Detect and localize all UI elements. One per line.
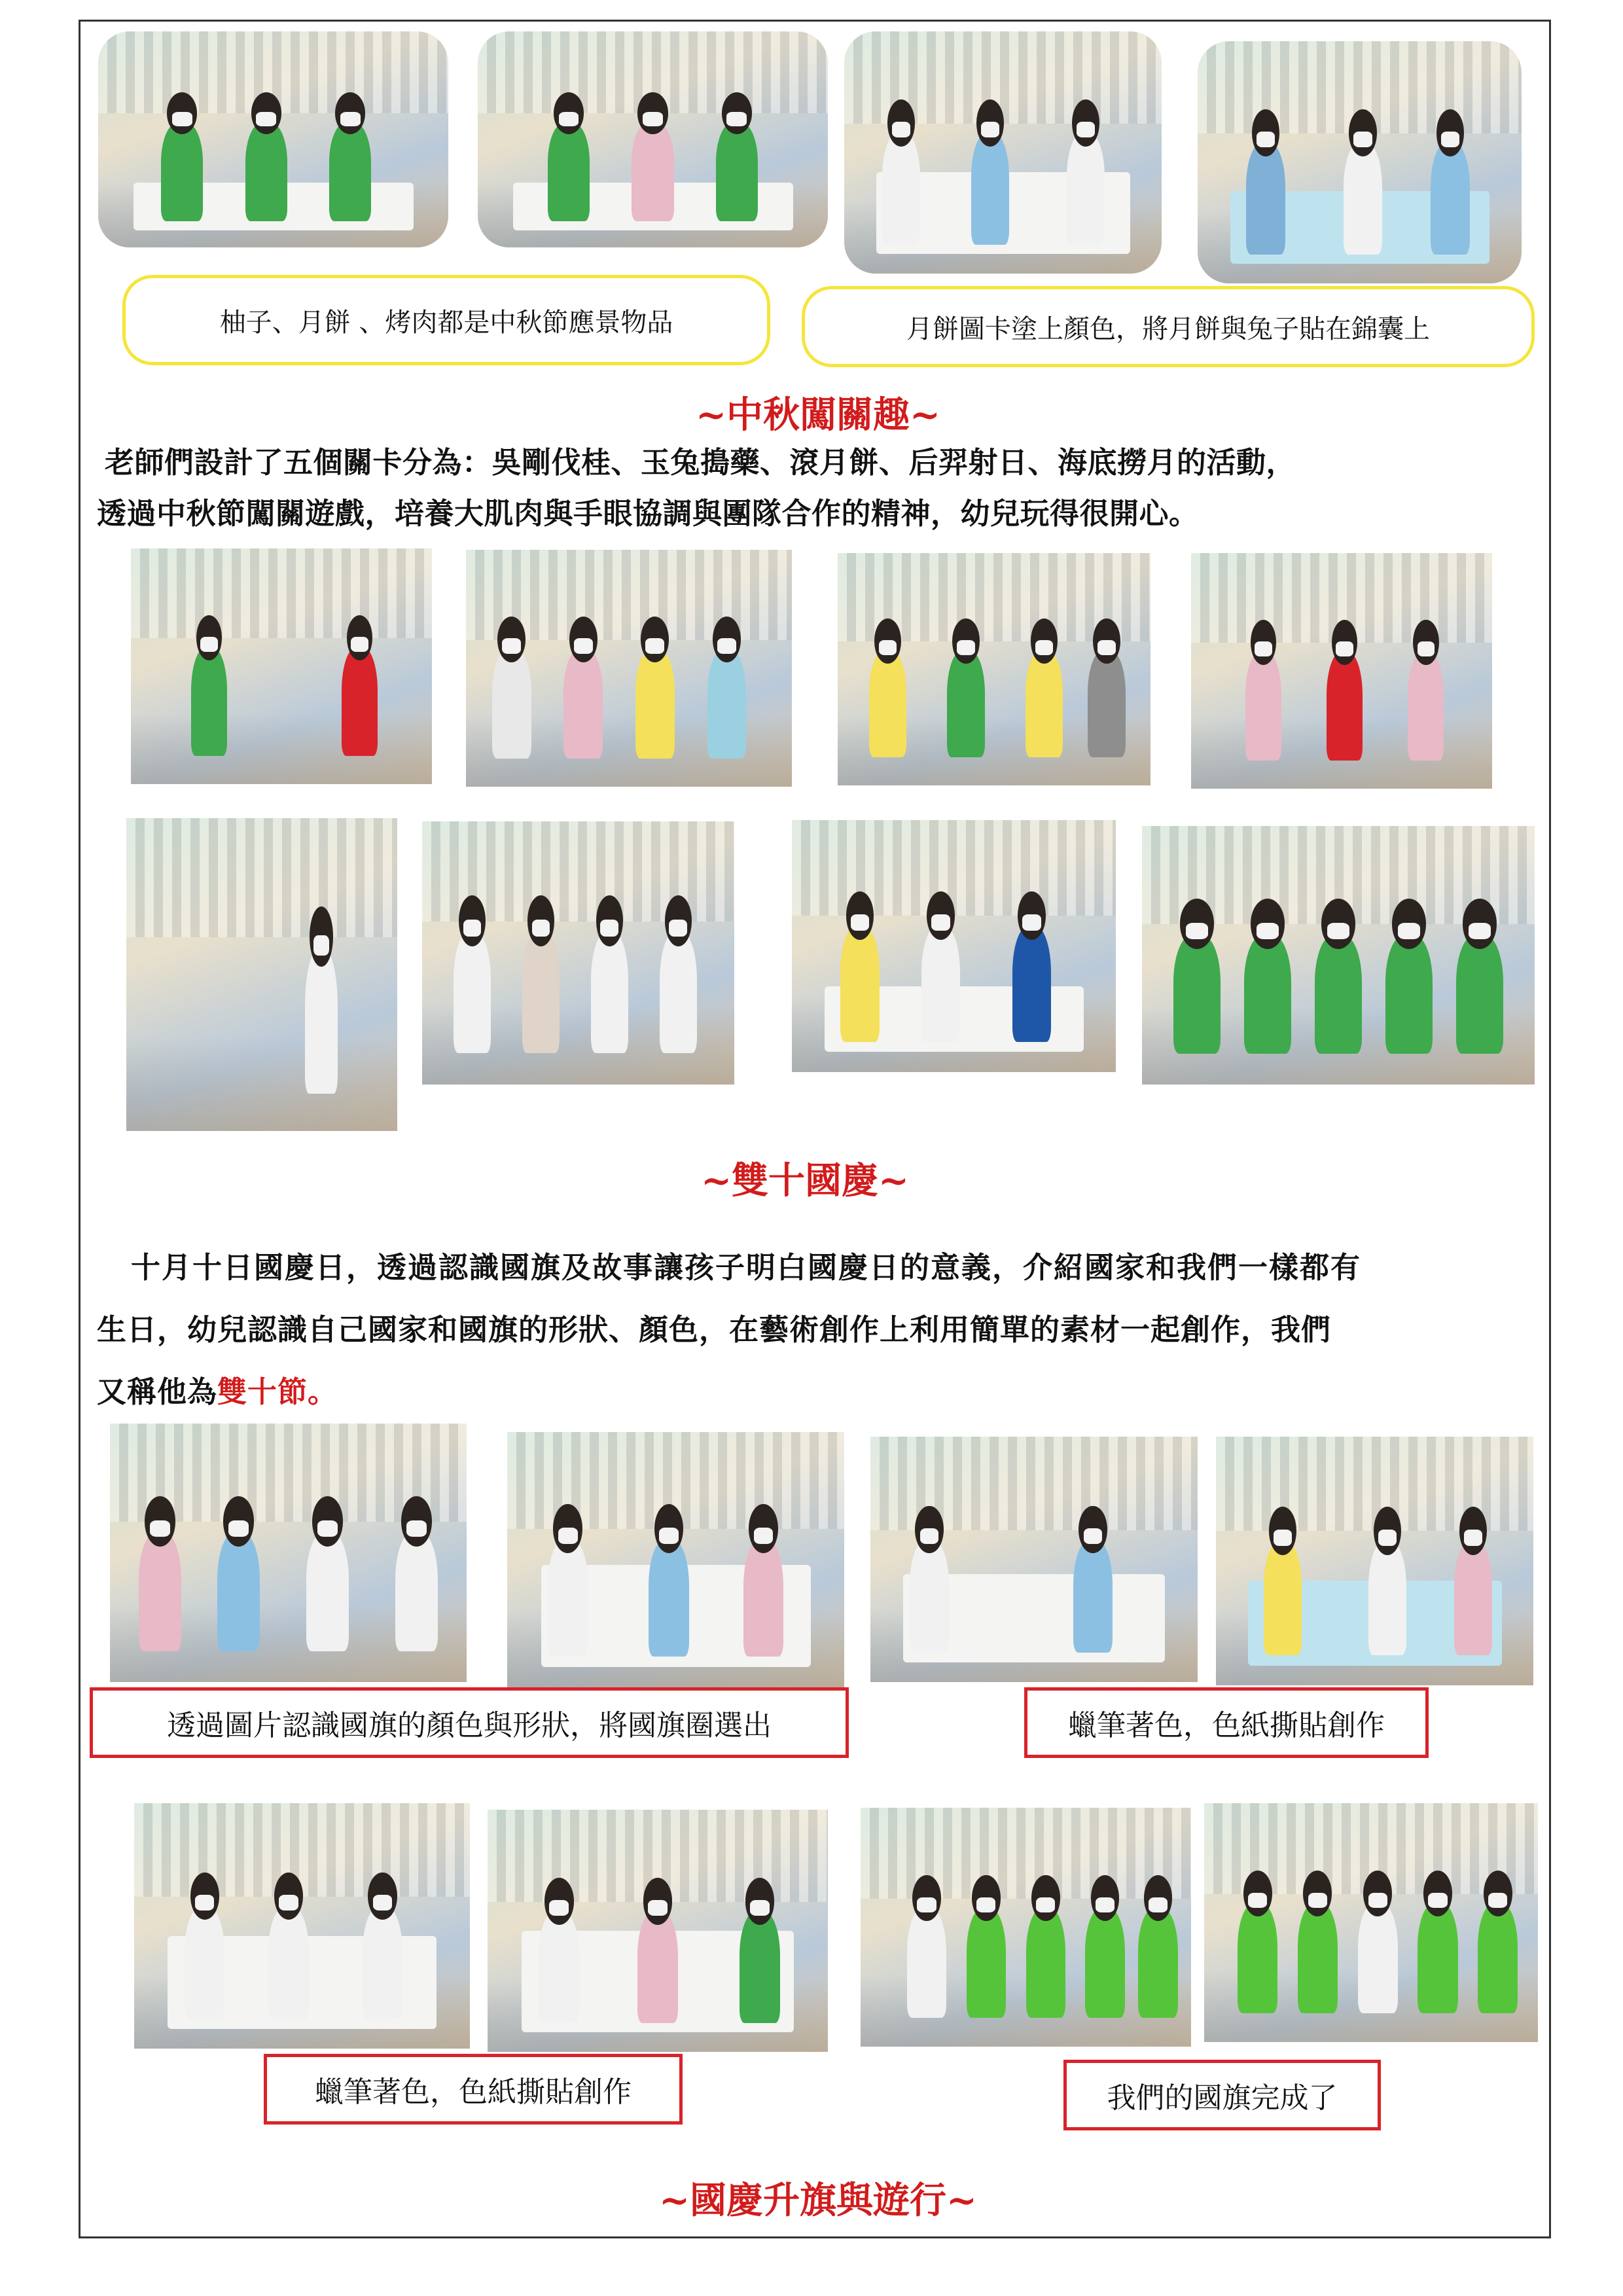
photo-coloring-mooncake-1 [844, 31, 1162, 274]
photo-game-sea-moon [792, 820, 1116, 1072]
photo-flag-finished-2 [1204, 1803, 1538, 2042]
photo-game-group [1142, 826, 1535, 1085]
photo-game-wu-gang [131, 548, 432, 784]
photo-game-rolling-mooncake [838, 553, 1150, 785]
section-heading-mid-autumn-game: ~中秋闖關趣~ [696, 393, 940, 437]
section-heading-flag-parade: ~國慶升旗與遊行~ [659, 2179, 977, 2222]
national-day-highlight: 雙十節 [217, 1374, 308, 1409]
caption-mooncake-coloring: 月餅圖卡塗上顏色，將月餅與兔子貼在錦囊上 [802, 286, 1535, 367]
paragraph-mid-autumn-line1: 老師們設計了五個關卡分為：吳剛伐桂、玉兔搗藥、滾月餅、后羿射日、海底撈月的活動， [105, 445, 1296, 480]
photo-game-line-kids [422, 821, 734, 1085]
caption-flag-crayon-2: 蠟筆著色，色紙撕貼創作 [264, 2054, 683, 2125]
photo-pomelo-mooncake-2 [478, 31, 828, 247]
photo-coloring-mooncake-2 [1198, 41, 1522, 283]
caption-flag-crayon-1: 蠟筆著色，色紙撕貼創作 [1024, 1687, 1429, 1758]
caption-mid-autumn-items: 柚子、月餅 、烤肉都是中秋節應景物品 [122, 275, 770, 365]
photo-game-scooters [1191, 553, 1492, 789]
paragraph-national-day-line2: 生日，幼兒認識自己國家和國旗的形狀、顏色，在藝術創作上利用簡單的素材一起創作，我們 [97, 1312, 1332, 1347]
photo-flag-floor [110, 1424, 467, 1682]
caption-flag-finished: 我們的國旗完成了 [1063, 2060, 1381, 2130]
photo-pomelo-mooncake-1 [98, 31, 448, 247]
photo-flag-table-3 [1216, 1437, 1533, 1685]
national-day-line3-prefix: 又稱他為 [97, 1374, 218, 1409]
paragraph-national-day-line3 [97, 1368, 338, 1410]
caption-flag-identify: 透過圖片認識國旗的顏色與形狀，將國旗圈選出 [90, 1687, 849, 1758]
paragraph-mid-autumn-line2: 透過中秋節闖關遊戲，培養大肌肉與手眼協調與團隊合作的精神，幼兒玩得很開心。 [97, 496, 1199, 531]
section-heading-national-day: ~雙十國慶~ [701, 1159, 909, 1202]
photo-flag-finished-1 [861, 1808, 1191, 2047]
paragraph-national-day-line1: 十月十日國慶日，透過認識國旗及故事讓孩子明白國慶日的意義，介紹國家和我們一樣都有 [131, 1250, 1362, 1285]
photo-flag-table-2 [870, 1437, 1198, 1682]
photo-game-jade-rabbit [466, 550, 792, 787]
photo-flag-table-1 [507, 1432, 844, 1687]
photo-flag-craft-2 [488, 1810, 828, 2052]
photo-game-hou-yi [126, 818, 397, 1131]
photo-flag-craft-1 [134, 1803, 470, 2049]
national-day-line3-suffix: 。 [308, 1374, 338, 1409]
